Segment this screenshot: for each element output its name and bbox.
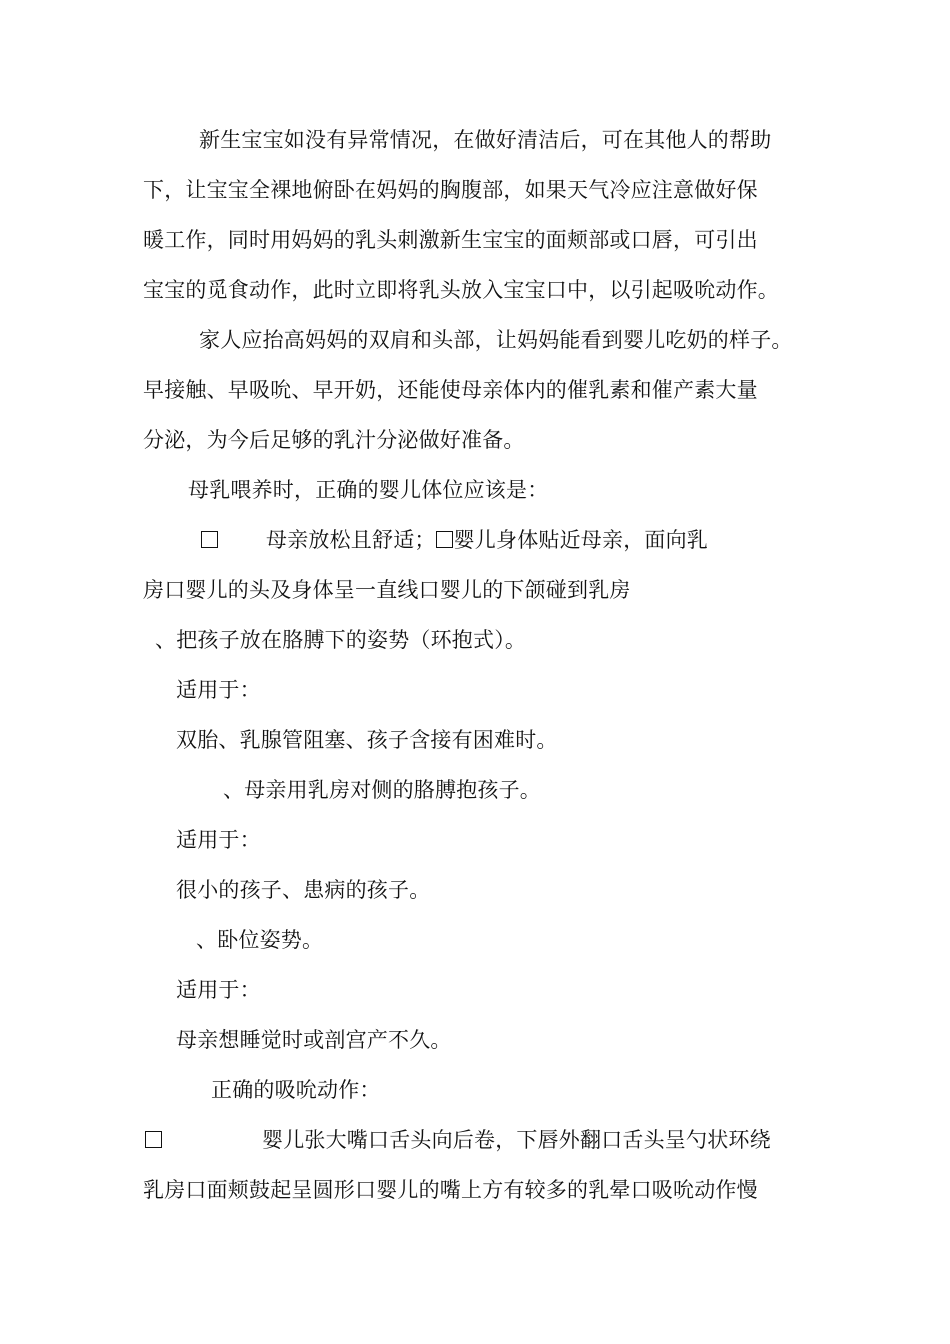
paragraph-1-line-1: 新生宝宝如没有异常情况，在做好清洁后，可在其他人的帮助 xyxy=(199,128,772,152)
suck-line-2: 乳房口面颊鼓起呈圆形口婴儿的嘴上方有较多的乳晕口吸吮动作慢 xyxy=(143,1178,758,1202)
position-item-close: 婴儿身体贴近母亲，面向乳 xyxy=(453,528,709,552)
pose-1-applies-text: 双胎、乳腺管阻塞、孩子含接有困难时。 xyxy=(176,728,558,752)
position-item-relaxed: 母亲放松且舒适； xyxy=(266,528,436,552)
position-list-line-2: 房口婴儿的头及身体呈一直线口婴儿的下颌碰到乳房 xyxy=(143,578,631,602)
paragraph-2-line-1: 家人应抬高妈妈的双肩和头部，让妈妈能看到婴儿吃奶的样子。 xyxy=(199,328,793,352)
paragraph-1-line-4: 宝宝的觅食动作，此时立即将乳头放入宝宝口中，以引起吸吮动作。 xyxy=(143,278,779,302)
pose-3-heading: 、卧位姿势。 xyxy=(196,928,324,952)
paragraph-2-line-2: 早接触、早吸吮、早开奶，还能使母亲体内的催乳素和催产素大量 xyxy=(143,378,758,402)
pose-2-applies-label: 适用于： xyxy=(176,828,261,852)
paragraph-1-line-3: 暖工作，同时用妈妈的乳头刺激新生宝宝的面颊部或口唇，可引出 xyxy=(143,228,758,252)
pose-1-applies-label: 适用于： xyxy=(176,678,261,702)
paragraph-1-line-2: 下，让宝宝全裸地俯卧在妈妈的胸腹部，如果天气冷应注意做好保 xyxy=(143,178,758,202)
pose-3-applies-label: 适用于： xyxy=(176,978,261,1002)
pose-1-heading: 、把孩子放在胳膊下的姿势（环抱式）。 xyxy=(155,628,527,652)
pose-3-applies-text: 母亲想睡觉时或剖宫产不久。 xyxy=(176,1028,452,1052)
pose-2-heading: 、母亲用乳房对侧的胳膊抱孩子。 xyxy=(223,778,541,802)
checkbox-icon xyxy=(145,1131,162,1148)
position-intro: 母乳喂养时，正确的婴儿体位应该是： xyxy=(188,478,549,502)
suck-heading: 正确的吸吮动作： xyxy=(211,1078,381,1102)
suck-line-1-text: 婴儿张大嘴口舌头向后卷，下唇外翻口舌头呈勺状环绕 xyxy=(262,1128,771,1152)
checkbox-icon xyxy=(436,531,453,548)
suck-line-1 xyxy=(145,1126,771,1154)
pose-2-applies-text: 很小的孩子、患病的孩子。 xyxy=(176,878,431,902)
checkbox-icon xyxy=(201,531,218,548)
position-list-line-1 xyxy=(201,526,708,554)
paragraph-2-line-3: 分泌，为今后足够的乳汁分泌做好准备。 xyxy=(143,428,525,452)
